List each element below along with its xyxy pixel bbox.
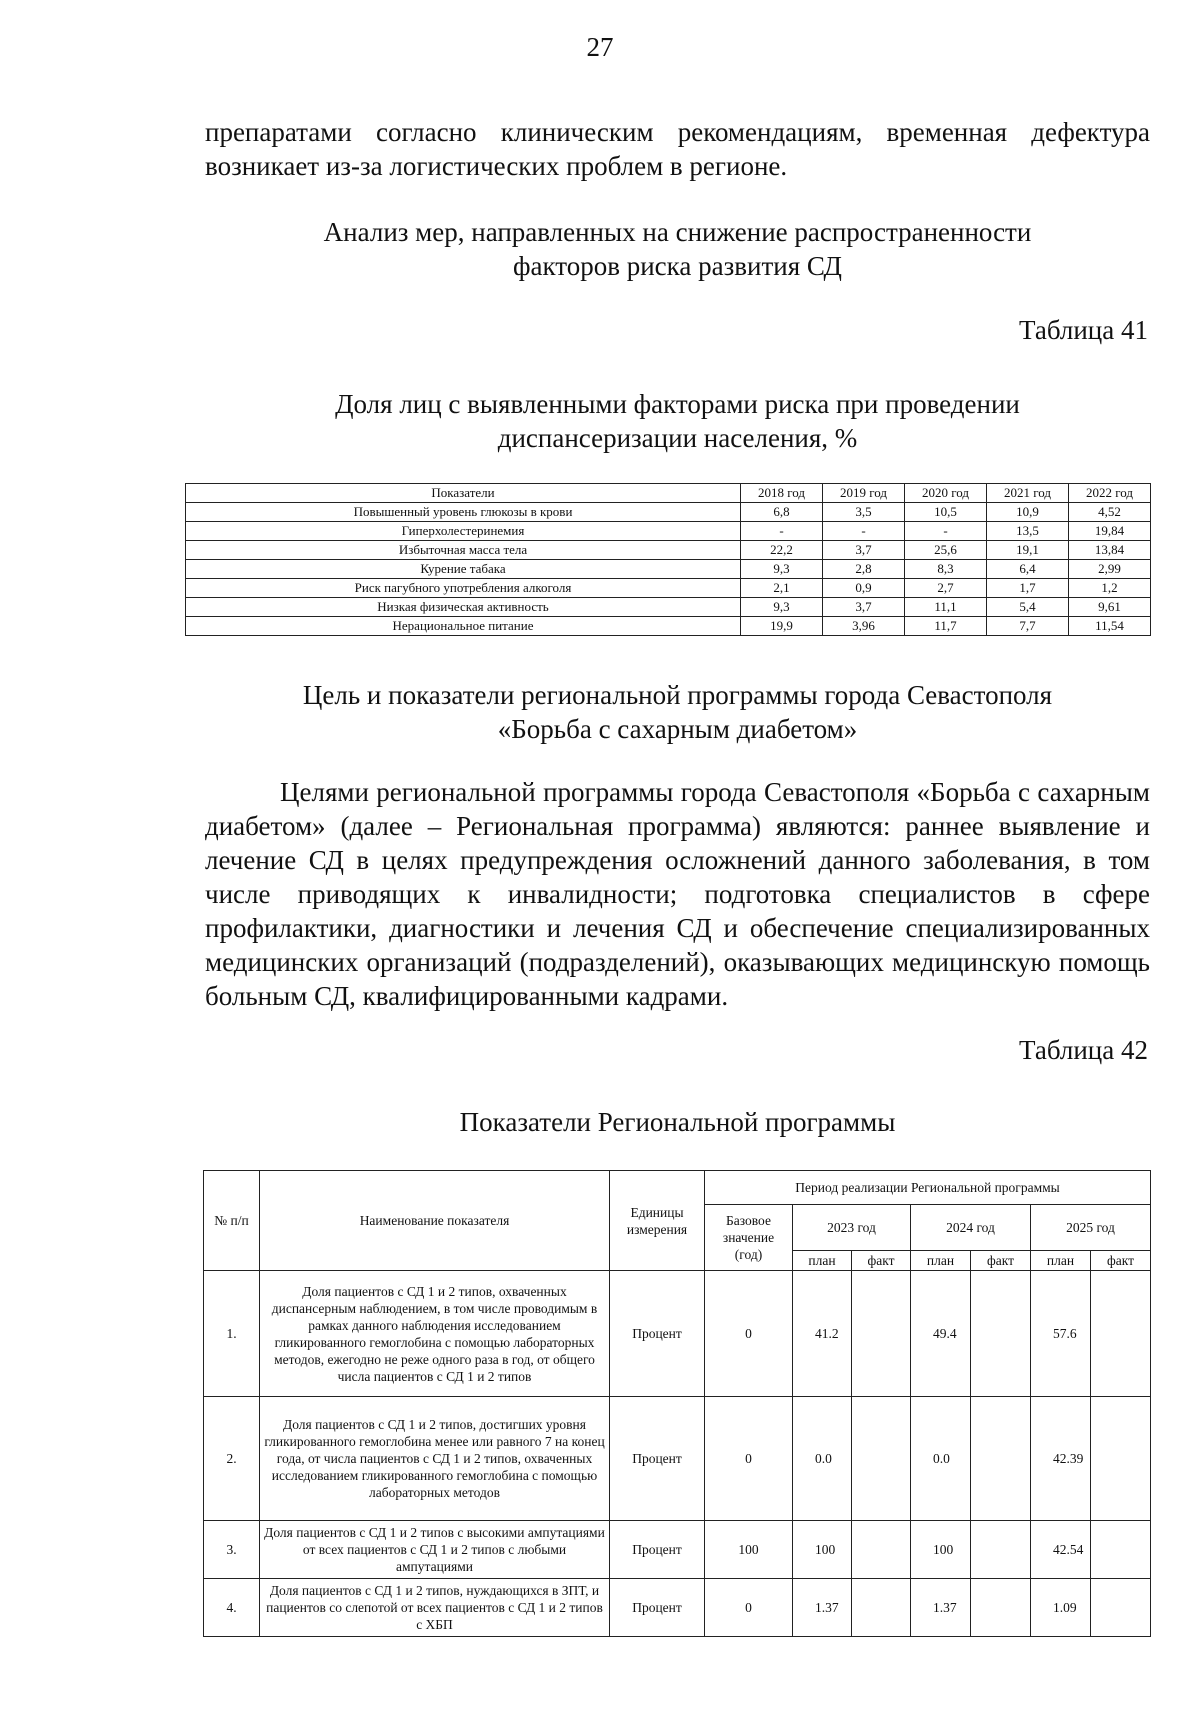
table-row [186,522,1151,541]
value-cell: 1,7 [987,579,1069,598]
plan-2024-cell: 1.37 [911,1579,971,1637]
value-cell: 25,6 [905,541,987,560]
value-cell: - [823,522,905,541]
table-42-label: Таблица 42 [1019,1035,1148,1065]
unit-cell: Процент [610,1579,705,1637]
caption-line: Доля лиц с выявленными факторами риска при проведении [335,389,1020,419]
table-42-caption: Показатели Региональной программы [459,1107,896,1137]
table-row [186,503,1151,522]
section-heading-program-goals [205,678,1150,746]
plan-2024-cell: 0.0 [911,1397,971,1521]
value-cell: 2,1 [741,579,823,598]
fact-2024-cell [971,1271,1031,1397]
column-header: 2020 год [905,484,987,503]
value-cell: 3,7 [823,541,905,560]
section-heading-line: «Борьба с сахарным диабетом» [497,714,858,744]
value-cell: 3,5 [823,503,905,522]
base-value-cell: 0 [705,1397,793,1521]
section-heading-risk-factors [205,215,1150,283]
plan-2023-cell: 41.2 [793,1271,852,1397]
value-cell: 8,3 [905,560,987,579]
header-year-2024: 2024 год [911,1205,1031,1251]
indicator-name-cell: Доля пациентов с СД 1 и 2 типов, нуждающихся в ЗПТ, и пациентов со слепотой от всех пациентов с СД 1 и 2 типов с ХБП [260,1579,610,1637]
value-cell: 3,7 [823,598,905,617]
table-row [204,1579,1151,1637]
plan-2025-cell: 57.6 [1031,1271,1091,1397]
goals-paragraph: Целями региональной программы города Севастополя «Борьба с сахарным диабетом» (далее – Региональная программа) являются: раннее выявление и лечение СД в целях предупреждения осложнений данного заболевания, в том числе приводящих к инвалидности; подготовка специалистов в сфере профилактики, диагностики и лечения СД и обеспечение специализированных медицинских организаций (подразделений), оказывающих медицинскую помощь больным СД, квалифицированными кадрами. [205,777,1150,1011]
value-cell: 2,7 [905,579,987,598]
table-row [204,1397,1151,1521]
row-number-cell: 1. [204,1271,260,1397]
value-cell: 9,3 [741,598,823,617]
value-cell: 9,3 [741,560,823,579]
header-year-2025: 2025 год [1031,1205,1151,1251]
fact-2024-cell [971,1521,1031,1579]
value-cell: - [905,522,987,541]
plan-2023-cell: 0.0 [793,1397,852,1521]
value-cell: 3,96 [823,617,905,636]
table-41 [185,483,1151,636]
header-fact: факт [1091,1251,1151,1271]
caption-line: диспансеризации населения, % [497,423,858,453]
intro-paragraph: препаратами согласно клиническим рекомендациям, временная дефектура возникает из-за логистических проблем в регионе. [205,117,1150,181]
column-header: Показатели [186,484,741,503]
fact-2025-cell [1091,1271,1151,1397]
fact-2025-cell [1091,1397,1151,1521]
value-cell: 11,54 [1069,617,1151,636]
base-value-cell: 0 [705,1271,793,1397]
plan-2025-cell: 42.54 [1031,1521,1091,1579]
table-row [186,598,1151,617]
plan-2023-cell: 100 [793,1521,852,1579]
value-cell: 6,4 [987,560,1069,579]
page-number: 27 [586,32,614,62]
plan-2024-cell: 49.4 [911,1271,971,1397]
section-heading-line: Цель и показатели региональной программы города Севастополя [302,680,1053,710]
header-base-value: Базовое значение (год) [705,1205,793,1271]
column-header: 2018 год [741,484,823,503]
value-cell: 22,2 [741,541,823,560]
value-cell: 4,52 [1069,503,1151,522]
value-cell: 2,8 [823,560,905,579]
indicator-cell: Избыточная масса тела [186,541,741,560]
table-row [204,1521,1151,1579]
value-cell: 11,7 [905,617,987,636]
column-header: 2021 год [987,484,1069,503]
row-number-cell: 4. [204,1579,260,1637]
indicator-name-cell: Доля пациентов с СД 1 и 2 типов, охваченных диспансерным наблюдением, в том числе проводимым в рамках данного наблюдения исследованием гликированного гемоглобина с помощью лабораторных методов, ежегодно не реже одного раза в год, от общего числа пациентов с СД 1 и 2 типов [260,1271,610,1397]
indicator-cell: Курение табака [186,560,741,579]
header-plan: план [793,1251,852,1271]
fact-2023-cell [852,1579,911,1637]
header-units: Единицы измерения [610,1171,705,1271]
indicator-cell: Низкая физическая активность [186,598,741,617]
value-cell: 13,84 [1069,541,1151,560]
value-cell: 1,2 [1069,579,1151,598]
table-row [186,579,1151,598]
fact-2024-cell [971,1579,1031,1637]
value-cell: 2,99 [1069,560,1151,579]
value-cell: 6,8 [741,503,823,522]
plan-2025-cell: 1.09 [1031,1579,1091,1637]
header-number: № п/п [204,1171,260,1271]
fact-2023-cell [852,1271,911,1397]
value-cell: 13,5 [987,522,1069,541]
value-cell: 11,1 [905,598,987,617]
header-fact: факт [971,1251,1031,1271]
base-value-cell: 0 [705,1579,793,1637]
header-fact: факт [852,1251,911,1271]
indicator-name-cell: Доля пациентов с СД 1 и 2 типов, достигших уровня гликированного гемоглобина менее или равного 7 на конец года, от числа пациентов с СД 1 и 2 типов, охваченных исследованием гликированного гемоглобина с помощью лабораторных методов [260,1397,610,1521]
indicator-name-cell: Доля пациентов с СД 1 и 2 типов с высокими ампутациями от всех пациентов с СД 1 и 2 типов с любыми ампутациями [260,1521,610,1579]
column-header: 2022 год [1069,484,1151,503]
table-header-row [204,1171,1151,1205]
indicator-cell: Нерациональное питание [186,617,741,636]
section-heading-line: факторов риска развития СД [513,251,842,281]
header-plan: план [911,1251,971,1271]
fact-2025-cell [1091,1579,1151,1637]
plan-2024-cell: 100 [911,1521,971,1579]
header-period: Период реализации Региональной программы [705,1171,1151,1205]
header-plan: план [1031,1251,1091,1271]
base-value-cell: 100 [705,1521,793,1579]
value-cell: 7,7 [987,617,1069,636]
indicator-cell: Гиперхолестеринемия [186,522,741,541]
value-cell: 19,1 [987,541,1069,560]
indicator-cell: Риск пагубного употребления алкоголя [186,579,741,598]
table-row [186,560,1151,579]
value-cell: 5,4 [987,598,1069,617]
fact-2023-cell [852,1521,911,1579]
unit-cell: Процент [610,1271,705,1397]
row-number-cell: 3. [204,1521,260,1579]
header-year-2023: 2023 год [793,1205,911,1251]
plan-2025-cell: 42.39 [1031,1397,1091,1521]
header-indicator-name: Наименование показателя [260,1171,610,1271]
indicator-cell: Повышенный уровень глюкозы в крови [186,503,741,522]
table-header-row [186,484,1151,503]
value-cell: 10,9 [987,503,1069,522]
table-42 [203,1170,1151,1637]
unit-cell: Процент [610,1397,705,1521]
fact-2025-cell [1091,1521,1151,1579]
unit-cell: Процент [610,1521,705,1579]
fact-2023-cell [852,1397,911,1521]
value-cell: 0,9 [823,579,905,598]
value-cell: - [741,522,823,541]
value-cell: 10,5 [905,503,987,522]
plan-2023-cell: 1.37 [793,1579,852,1637]
table-row [186,617,1151,636]
table-41-label: Таблица 41 [1019,315,1148,345]
column-header: 2019 год [823,484,905,503]
value-cell: 9,61 [1069,598,1151,617]
value-cell: 19,84 [1069,522,1151,541]
table-41-caption [205,387,1150,455]
fact-2024-cell [971,1397,1031,1521]
row-number-cell: 2. [204,1397,260,1521]
value-cell: 19,9 [741,617,823,636]
table-row [204,1271,1151,1397]
section-heading-line: Анализ мер, направленных на снижение распространенности [323,217,1032,247]
table-row [186,541,1151,560]
